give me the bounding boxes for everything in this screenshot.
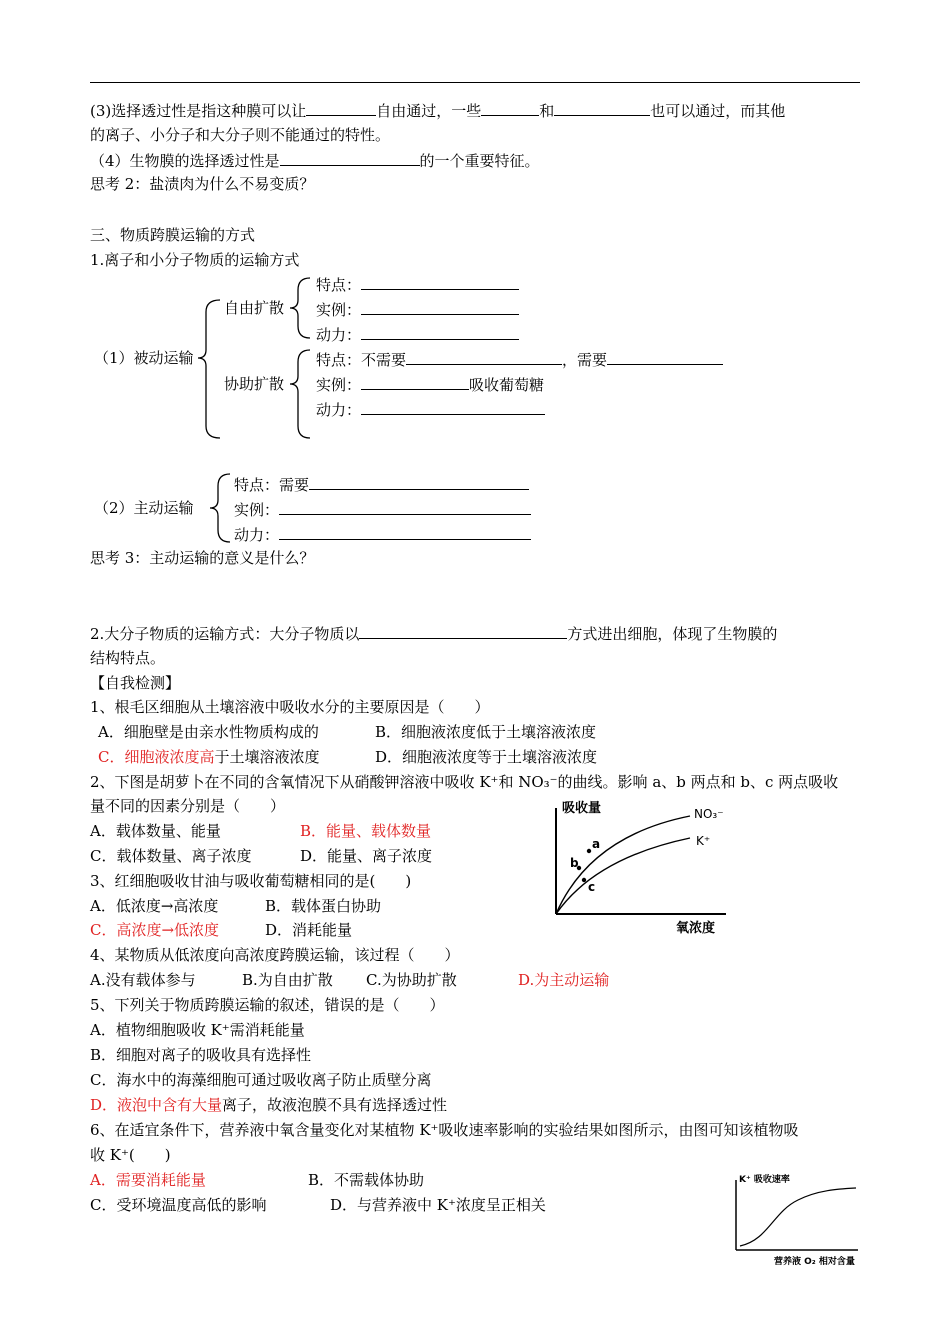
q6-stem-1: 6、在适宜条件下，营养液中氧含量变化对某植物 K⁺吸收速率影响的实验结果如图所示，由图可知该植物吸 xyxy=(90,1121,799,1139)
q4-option-c: C.为协助扩散 xyxy=(366,971,457,989)
q2-stem-2: 量不同的因素分别是（ ） xyxy=(90,797,286,815)
q3-option-c: C．高浓度→低浓度 xyxy=(90,921,220,939)
q3-line1: (3)选择透过性是指这种膜可以让 自由通过，一些 和 也可以通过，而其他 xyxy=(90,102,786,120)
chart1-xlabel: 氧浓度 xyxy=(676,921,716,936)
q2-option-b: B．能量、载体数量 xyxy=(300,822,432,840)
q3-stem: 3、红细胞吸收甘油与吸收葡萄糖相同的是( ) xyxy=(90,872,412,890)
fd-power: 动力： xyxy=(316,324,519,345)
fd-example: 实例： xyxy=(316,299,519,320)
label-c: c xyxy=(588,880,596,894)
q1-option-b: B．细胞液浓度低于土壤溶液浓度 xyxy=(375,723,597,741)
point-c xyxy=(582,878,586,882)
chart1-ylabel: 吸收量 xyxy=(562,801,602,816)
curve-k xyxy=(556,838,690,914)
q3-line2: 的离子、小分子和大分子则不能通过的特性。 xyxy=(90,126,391,144)
sec3-title: 三、物质跨膜运输的方式 xyxy=(90,226,256,244)
active-example: 实例： xyxy=(234,499,531,520)
q5-option-d: D．液泡中含有大量离子，故液泡膜不具有选择透过性 xyxy=(90,1096,448,1114)
q2-option-d: D．能量、离子浓度 xyxy=(300,847,433,865)
legend-k: K⁺ xyxy=(696,834,711,848)
think3: 思考 3：主动运输的意义是什么？ xyxy=(90,549,315,567)
q4-line: （4）生物膜的选择透过性是 的一个重要特征。 xyxy=(90,152,540,170)
sec3-sub1: 1.离子和小分子物质的运输方式 xyxy=(90,251,300,269)
q4-option-b: B.为自由扩散 xyxy=(242,971,333,989)
brace-active xyxy=(210,474,230,542)
q6-stem-2: 收 K⁺( ) xyxy=(90,1146,171,1164)
facilitated-label: 协助扩散 xyxy=(224,375,285,393)
active-feature: 特点：需要 xyxy=(234,474,529,495)
sec3-sub2-line2: 结构特点。 xyxy=(90,649,166,667)
fa-power: 动力： xyxy=(316,399,545,420)
chart2-xlabel: 营养液 O₂ 相对含量 xyxy=(774,1257,855,1267)
q1-option-c: C．细胞液浓度高于土壤溶液浓度 xyxy=(98,748,320,766)
chart2-ylabel: K⁺ 吸收速率 xyxy=(739,1175,790,1185)
k-uptake-chart xyxy=(728,1170,873,1270)
label-a: a xyxy=(592,837,601,851)
q1-stem: 1、根毛区细胞从土壤溶液中吸收水分的主要原因是（ ） xyxy=(90,698,490,716)
q2-option-c: C．载体数量、离子浓度 xyxy=(90,847,252,865)
q3-option-d: D．消耗能量 xyxy=(265,921,353,939)
fa-feature: 特点：不需要 ，需要 xyxy=(316,349,723,370)
free-diffusion-label: 自由扩散 xyxy=(224,299,285,317)
passive-label: （1）被动运输 xyxy=(94,349,194,367)
active-label: （2）主动运输 xyxy=(94,499,194,517)
q6-option-c: C．受环境温度高低的影响 xyxy=(90,1196,267,1214)
q4-stem: 4、某物质从低浓度向高浓度跨膜运输，该过程（ ） xyxy=(90,946,460,964)
q1-option-d: D．细胞液浓度等于土壤溶液浓度 xyxy=(375,748,598,766)
q1-option-a: A．细胞壁是由亲水性物质构成的 xyxy=(98,723,319,741)
q6-option-b: B．不需载体协助 xyxy=(308,1171,425,1189)
uptake-chart xyxy=(540,796,740,936)
brace-passive xyxy=(198,300,220,438)
q2-option-a: A．载体数量、能量 xyxy=(90,822,221,840)
self-check-title: 【自我检测】 xyxy=(90,674,181,692)
q5-stem: 5、下列关于物质跨膜运输的叙述，错误的是（ ） xyxy=(90,996,445,1014)
curve-k-rate xyxy=(740,1188,856,1246)
fa-example: 实例： 吸收葡萄糖 xyxy=(316,376,545,394)
label-b: b xyxy=(570,856,579,870)
point-a xyxy=(587,849,591,853)
q6-option-a: A．需要消耗能量 xyxy=(90,1171,206,1189)
q3-option-a: A．低浓度→高浓度 xyxy=(90,897,219,915)
sec3-sub2-line1: 2.大分子物质的运输方式：大分子物质以 方式进出细胞，体现了生物膜的 xyxy=(90,625,778,643)
q6-option-d: D．与营养液中 K⁺浓度呈正相关 xyxy=(330,1196,546,1214)
q5-option-b: B．细胞对离子的吸收具有选择性 xyxy=(90,1046,312,1064)
active-power: 动力： xyxy=(234,524,531,545)
legend-no3: NO₃⁻ xyxy=(694,807,724,821)
q3-option-b: B．载体蛋白协助 xyxy=(265,897,382,915)
q4-option-a: A.没有载体参与 xyxy=(90,971,196,989)
q5-option-a: A．植物细胞吸收 K⁺需消耗能量 xyxy=(90,1021,305,1039)
brace-free-diffusion xyxy=(290,278,310,338)
think2: 思考 2：盐渍肉为什么不易变质？ xyxy=(90,175,315,193)
fd-feature: 特点： xyxy=(316,274,519,295)
brace-facilitated xyxy=(290,350,310,438)
q2-stem-1: 2、下图是胡萝卜在不同的含氧情况下从硝酸钾溶液中吸收 K⁺和 NO₃⁻的曲线。影响 a、b 两点和 b、c 两点吸收 xyxy=(90,773,839,791)
q4-option-d: D.为主动运输 xyxy=(518,971,610,989)
q5-option-c: C．海水中的海藻细胞可通过吸收离子防止质壁分离 xyxy=(90,1071,432,1089)
